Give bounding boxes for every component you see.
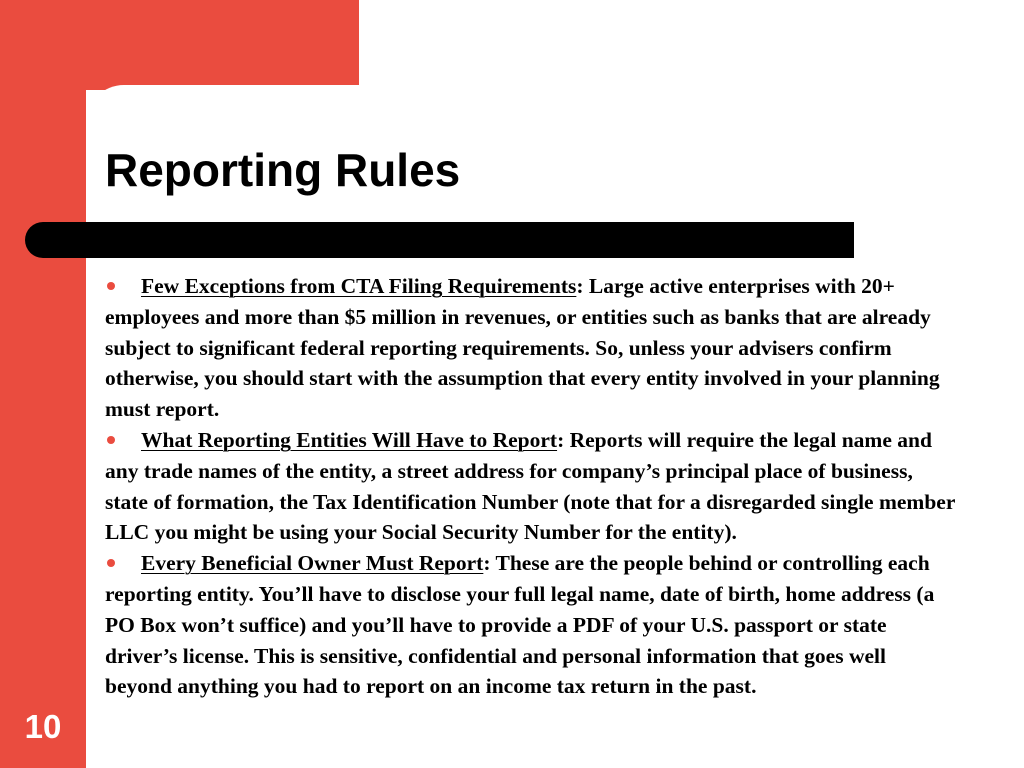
red-sidebar bbox=[0, 0, 86, 768]
page-number: 10 bbox=[24, 708, 62, 745]
bullet-item bbox=[105, 271, 955, 425]
bullet-heading: Few Exceptions from CTA Filing Requirements bbox=[141, 274, 577, 298]
bullet-dot-icon bbox=[107, 282, 115, 290]
bullet-text: : Large active enterprises with 20+ employees and more than $5 million in revenues, or entities such as banks that are already subject to significant federal reporting requirements. So, unless your advisers confirm otherwise, you should start with the assumption that every entity involved in your planning must report. bbox=[105, 274, 940, 422]
slide-title: Reporting Rules bbox=[105, 144, 461, 196]
bullet-list bbox=[105, 271, 955, 702]
bullet-item bbox=[105, 425, 955, 548]
bullet-item bbox=[105, 548, 955, 702]
bullet-text: : These are the people behind or controlling each reporting entity. You’ll have to disclose your full legal name, date of birth, home address (a PO Box won’t suffice) and you’ll have to provide a PDF of your U.S. passport or state driver’s license. This is sensitive, confidential and personal information that goes well beyond anything you had to report on an income tax return in the past. bbox=[105, 551, 935, 699]
bullet-dot-icon bbox=[107, 559, 115, 567]
bullet-heading: Every Beneficial Owner Must Report bbox=[141, 551, 484, 576]
bullet-heading: What Reporting Entities Will Have to Report bbox=[141, 427, 558, 452]
title-divider-bar bbox=[25, 222, 854, 258]
bullet-text: : Reports will require the legal name and any trade names of the entity, a street address for company’s principal place of business, state of formation, the Tax Identification Number (note that for a disregarded single member LLC you might be using your Social Security Number for the entity). bbox=[105, 427, 955, 545]
bullet-dot-icon bbox=[107, 436, 115, 444]
